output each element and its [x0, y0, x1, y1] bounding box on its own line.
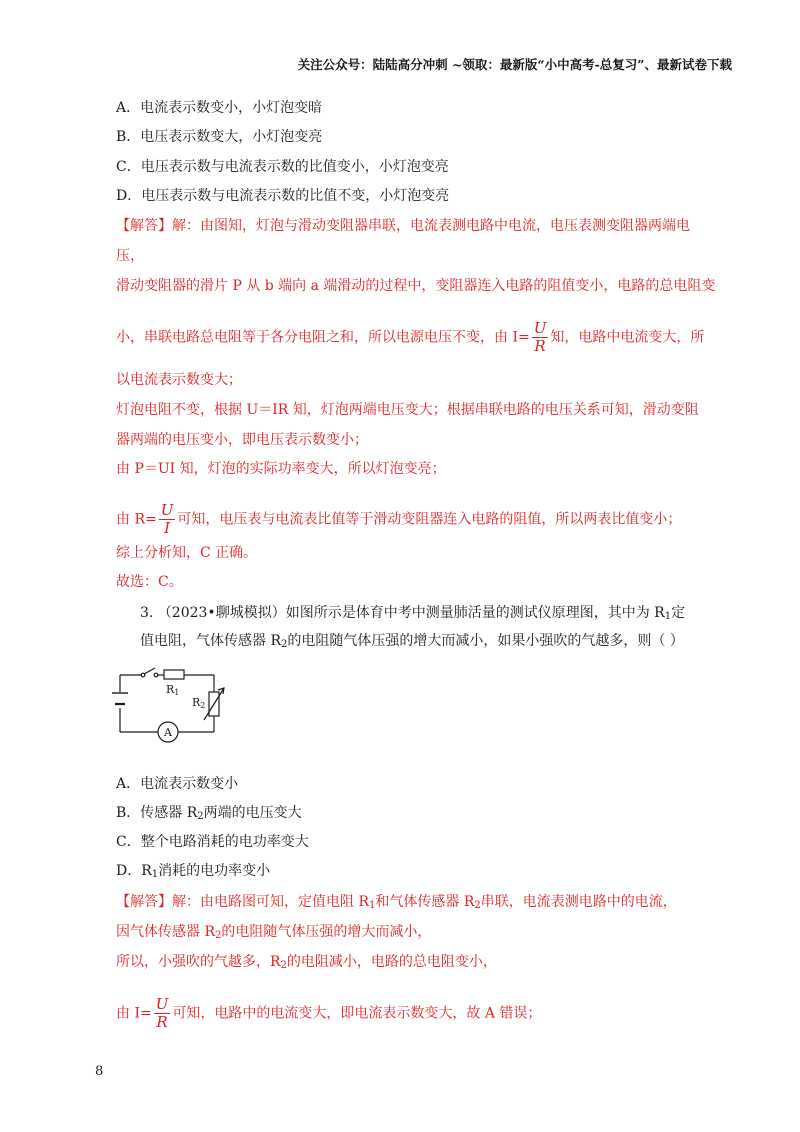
solution-line-8: 由 P＝UI 知，灯泡的实际功率变大，所以灯泡变亮；: [116, 461, 446, 477]
solution-text: 的电阻随气体压强的增大而减小，: [221, 924, 432, 940]
option-b: B．电压表示数变大，小灯泡变亮: [116, 129, 323, 145]
fraction-denominator: R: [156, 1013, 168, 1031]
question-3-stem-2: [140, 631, 684, 655]
r2-label: R2: [192, 696, 206, 710]
option-text: B．传感器 R: [116, 805, 198, 821]
solution-text: 和气体传感器 R: [375, 894, 475, 910]
subscript: 2: [197, 811, 204, 822]
fraction-numerator: U: [155, 995, 169, 1013]
question-3-stem-1: [140, 603, 685, 627]
solution-text: 解：由电路图可知，定值电阻 R: [172, 894, 369, 910]
variable-arrow: [204, 688, 224, 720]
solution-text: 由 I=: [116, 1005, 152, 1022]
switch-blade: [144, 668, 155, 674]
stem-text: 定: [671, 605, 686, 621]
subscript: 1: [664, 611, 672, 622]
q3-solution-line-4: [116, 996, 541, 1031]
fraction-u-over-r: [154, 996, 171, 1031]
option-a: A．电流表示数变小: [116, 776, 239, 792]
option-text: D．R: [116, 863, 152, 879]
stem-text: 的电阻随气体压强的增大而减小，如果小强吹的气越多，则（ ）: [287, 633, 684, 649]
option-d: D．电压表示数与电流表示数的比值不变，小灯泡变亮: [116, 188, 450, 204]
q3-solution-line-1: [116, 892, 677, 916]
subscript: 2: [280, 960, 287, 971]
solution-line-1: [116, 216, 690, 236]
line-4-post: 知，电路中电流变大，所: [550, 329, 705, 346]
line-9-pre: 由 R=: [116, 511, 157, 528]
resistor-r1: [164, 670, 184, 679]
option-b: [116, 803, 302, 827]
option-a: A．电流表示数变小，小灯泡变暗: [116, 100, 323, 116]
solution-line-6: 灯泡电阻不变，根据 U＝IR 知，灯泡两端电压变大；根据串联电路的电压关系可知，滑动变阻: [116, 402, 699, 418]
option-d: [116, 861, 270, 885]
circuit-diagram: [112, 660, 242, 750]
line-4-pre: 小，串联电路总电阻等于各分电阻之和，所以电源电压不变，由 I=: [116, 329, 530, 346]
subscript: 1: [369, 900, 376, 911]
fraction-denominator: I: [164, 519, 171, 537]
page-number: 8: [95, 1064, 104, 1079]
solution-line-3: 滑动变阻器的滑片 P 从 b 端向 a 端滑动的过程中，变阻器连入电路的阻值变小，电路的总电阻变: [116, 278, 716, 294]
solution-tag: 【解答】: [116, 218, 172, 234]
switch-contact: [154, 673, 158, 677]
subscript: 2: [474, 900, 481, 911]
fraction-denominator: R: [534, 337, 546, 355]
option-text: 两端的电压变大: [203, 805, 302, 821]
fraction-u-over-i: [159, 502, 176, 537]
q3-solution-line-2: [116, 922, 431, 946]
subscript: 1: [151, 869, 159, 880]
solution-line-2: 压，: [116, 248, 144, 264]
fraction-u-over-r: [532, 320, 549, 355]
solution-text: 解：由图知，灯泡与滑动变阻器串联，电流表测电路中电流，电压表测变阻器两端电: [172, 218, 690, 234]
page-header: 关注公众号：陆陆高分冲刺 ~领取：最新版“小中高考-总复习”、最新试卷下载: [297, 57, 732, 72]
subscript: 2: [215, 930, 222, 941]
stem-text: 值电阻，气体传感器 R: [140, 633, 281, 649]
subscript: 2: [281, 639, 288, 650]
solution-line-9: [116, 502, 681, 537]
solution-line-10: 综上分析知，C 正确。: [116, 545, 258, 561]
solution-text: 串联，电流表测电路中的电流，: [480, 894, 677, 910]
solution-tag: 【解答】: [116, 894, 172, 910]
solution-line-4: [116, 320, 704, 355]
solution-line-5: 以电流表示数变大；: [116, 372, 242, 388]
stem-text: 3. （2023•聊城模拟）如图所示是体育中考中测量肺活量的测试仪原理图，其中为 R: [140, 605, 665, 621]
solution-text: 所以，小强吹的气越多，R: [116, 954, 281, 970]
fraction-numerator: U: [160, 501, 174, 519]
q3-solution-line-3: [116, 952, 497, 976]
solution-line-7: 器两端的电压变小，即电压表示数变小；: [116, 432, 368, 448]
fraction-numerator: U: [533, 319, 547, 337]
solution-text: 的电阻减小，电路的总电阻变小，: [286, 954, 497, 970]
r1-label: R1: [166, 683, 180, 697]
line-9-post: 可知，电压表与电流表比值等于滑动变阻器连入电路的阻值，所以两表比值变小；: [177, 511, 682, 528]
solution-line-11: 故选：C。: [116, 574, 183, 590]
solution-text: 因气体传感器 R: [116, 924, 215, 940]
ammeter-label: A: [164, 726, 172, 739]
option-c: C．整个电路消耗的电功率变大: [116, 834, 309, 850]
option-c: C．电压表示数与电流表示数的比值变小，小灯泡变亮: [116, 159, 449, 175]
option-text: 消耗的电功率变小: [158, 863, 271, 879]
solution-text: 可知，电路中的电流变大，即电流表示数变大，故 A 错误；: [172, 1005, 542, 1022]
